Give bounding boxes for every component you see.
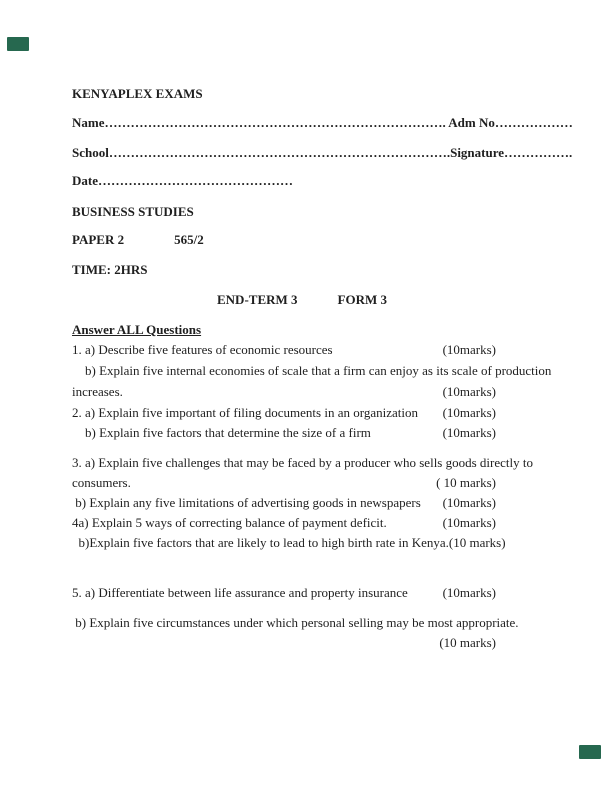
question-marks: (10marks) [442, 515, 496, 530]
question-marks: (10marks) [442, 425, 496, 440]
school-signature-fill-line: School…………………………………………………………………….Signature……………. [72, 145, 573, 160]
question-line-1b [72, 361, 552, 381]
question-line-2a [72, 403, 496, 423]
question-marks: (10 marks) [439, 635, 496, 650]
corner-marker-top-left [7, 37, 29, 51]
question-line-5b [72, 613, 519, 633]
question-marks: (10marks) [442, 585, 496, 600]
question-line-5a [72, 583, 496, 603]
question-line-1b-cont [72, 382, 496, 402]
question-line-3b [72, 493, 496, 513]
name-admno-fill-line: Name……………………………………………………………………. Adm No……………… [72, 115, 573, 130]
time-allowed: TIME: 2HRS [72, 262, 148, 277]
question-line-2b [72, 423, 496, 443]
subject-title: BUSINESS STUDIES [72, 204, 194, 219]
question-text: b)Explain five factors that are likely to lead to high birth rate in Kenya. [72, 535, 449, 550]
question-marks: (10marks) [442, 405, 496, 420]
question-line-3a-cont [72, 473, 496, 493]
exam-board-title: KENYAPLEX EXAMS [72, 86, 203, 101]
question-text: consumers. [72, 475, 131, 490]
question-marks: (10marks) [442, 342, 496, 357]
question-text: b) Explain five circumstances under which personal selling may be most appropriate. [72, 615, 519, 630]
question-text: increases. [72, 384, 123, 399]
form-label: FORM 3 [337, 292, 387, 307]
paper-label: PAPER 2 [72, 232, 125, 247]
paper-code: 565/2 [174, 232, 204, 247]
question-line-4b [72, 533, 506, 553]
corner-marker-bottom-right [579, 745, 601, 759]
question-text: b) Explain five factors that determine the size of a firm [72, 425, 371, 440]
question-text: b) Explain five internal economies of scale that a firm can enjoy as its scale of production [72, 363, 552, 378]
question-marks: (10marks) [442, 495, 496, 510]
question-marks: (10 marks) [448, 535, 506, 550]
question-line-1a [72, 340, 496, 360]
date-fill-line: Date……………………………………… [72, 173, 293, 188]
paper-line [72, 230, 540, 250]
question-text: 1. a) Describe five features of economic resources [72, 342, 333, 357]
question-text: b) Explain any five limitations of advertising goods in newspapers [72, 495, 421, 510]
question-marks: (10marks) [442, 384, 496, 399]
question-text: 3. a) Explain five challenges that may be faced by a producer who sells goods directly to [72, 455, 533, 470]
question-line-3a [72, 453, 533, 473]
question-line-4a [72, 513, 496, 533]
question-text: 5. a) Differentiate between life assurance and property insurance [72, 585, 408, 600]
question-text: 4a) Explain 5 ways of correcting balance of payment deficit. [72, 515, 387, 530]
term-form-line [72, 290, 540, 310]
instruction-heading-line [72, 320, 540, 340]
term-label: END-TERM 3 [217, 292, 298, 307]
answer-all-instruction: Answer ALL Questions [72, 322, 202, 337]
question-marks: ( 10 marks) [436, 475, 496, 490]
question-text: 2. a) Explain five important of filing documents in an organization [72, 405, 418, 420]
question-line-5b-marks [72, 633, 496, 653]
